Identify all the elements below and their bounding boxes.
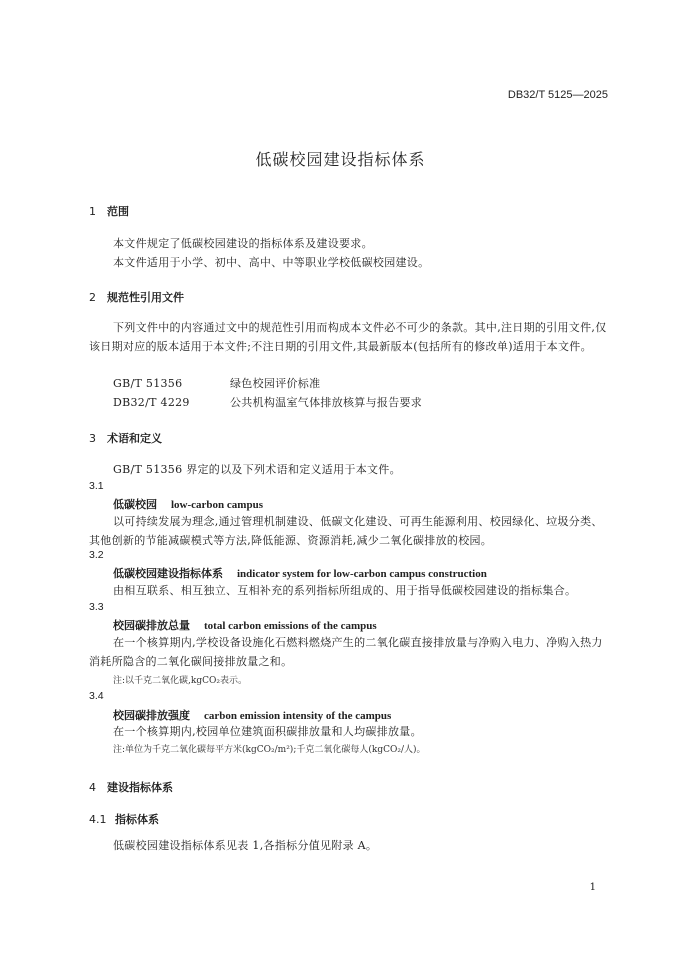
clause-number: 3.3 — [89, 601, 104, 613]
term-note: 注:单位为千克二氧化碳每平方米(kgCO₂/m²);千克二氧化碳每人(kgCO₂/人)。 — [113, 745, 426, 755]
term-definition: 以可持续发展为理念,通过管理机制建设、低碳文化建设、可再生能源利用、校园绿化、垃圾分类、其他创新的节能减碳模式等方法,降低能源、资源消耗,减少二氧化碳排放的校园。 — [89, 515, 603, 547]
term-heading — [113, 565, 487, 581]
paragraph: GB/T 51356 界定的以及下列术语和定义适用于本文件。 — [113, 463, 401, 476]
term-definition: 由相互联系、相互独立、互相补充的系列指标所组成的、用于指导低碳校园建设的指标集合。 — [113, 584, 577, 597]
term-heading — [113, 707, 391, 723]
section-3-heading — [89, 430, 162, 446]
section-title: 术语和定义 — [107, 432, 162, 445]
paragraph: 本文件适用于小学、初中、高中、中等职业学校低碳校园建设。 — [113, 256, 430, 269]
paragraph: 本文件规定了低碳校园建设的指标体系及建设要求。 — [113, 237, 373, 250]
term-cn: 低碳校园建设指标体系 — [113, 567, 223, 580]
term-en: carbon emission intensity of the campus — [204, 710, 392, 722]
subsection-title: 指标体系 — [115, 813, 159, 826]
section-number: 3 — [89, 432, 96, 445]
term-en: total carbon emissions of the campus — [204, 620, 377, 632]
section-number: 1 — [89, 205, 96, 218]
section-number: 4 — [89, 781, 96, 794]
section-title: 建设指标体系 — [107, 781, 173, 794]
page-number: 1 — [589, 882, 596, 893]
section-1-heading — [89, 203, 129, 219]
document-title: 低碳校园建设指标体系 — [255, 150, 426, 169]
reference-code: DB32/T 4229 — [113, 396, 190, 409]
paragraph: 下列文件中的内容通过文中的规范性引用而构成本文件必不可少的条款。其中,注日期的引用文件,仅该日期对应的版本适用于本文件;不注日期的引用文件,其最新版本(包括所有的修改单)适用于本文件。 — [89, 321, 607, 353]
section-number: 2 — [89, 291, 96, 304]
term-cn: 校园碳排放强度 — [113, 709, 190, 722]
subsection-4-1-heading — [89, 811, 159, 827]
section-4-heading — [89, 779, 173, 795]
reference-item — [113, 394, 422, 410]
reference-item — [113, 375, 320, 391]
section-2-heading — [89, 289, 184, 305]
term-note: 注:以千克二氧化碳,kgCO₂表示。 — [113, 676, 247, 686]
reference-name: 绿色校园评价标准 — [230, 377, 321, 390]
reference-code: GB/T 51356 — [113, 377, 183, 390]
term-heading — [113, 617, 377, 633]
subsection-number: 4.1 — [89, 813, 107, 826]
term-heading — [113, 496, 263, 512]
term-en: low-carbon campus — [171, 499, 263, 511]
paragraph: 低碳校园建设指标体系见表 1,各指标分值见附录 A。 — [113, 839, 378, 852]
term-cn: 校园碳排放总量 — [113, 619, 190, 632]
clause-number: 3.2 — [89, 549, 104, 561]
term-en: indicator system for low-carbon campus construction — [237, 568, 487, 580]
term-definition: 在一个核算期内,校园单位建筑面积碳排放量和人均碳排放量。 — [113, 725, 422, 738]
term-definition: 在一个核算期内,学校设备设施化石燃料燃烧产生的二氧化碳直接排放量与净购入电力、净购入热力消耗所隐含的二氧化碳间接排放量之和。 — [89, 636, 603, 668]
section-title: 规范性引用文件 — [107, 291, 184, 304]
clause-number: 3.1 — [89, 480, 104, 492]
term-cn: 低碳校园 — [113, 498, 157, 511]
reference-name: 公共机构温室气体排放核算与报告要求 — [230, 396, 423, 409]
standard-number: DB32/T 5125—2025 — [507, 89, 608, 101]
section-title: 范围 — [107, 205, 129, 218]
clause-number: 3.4 — [89, 690, 104, 702]
